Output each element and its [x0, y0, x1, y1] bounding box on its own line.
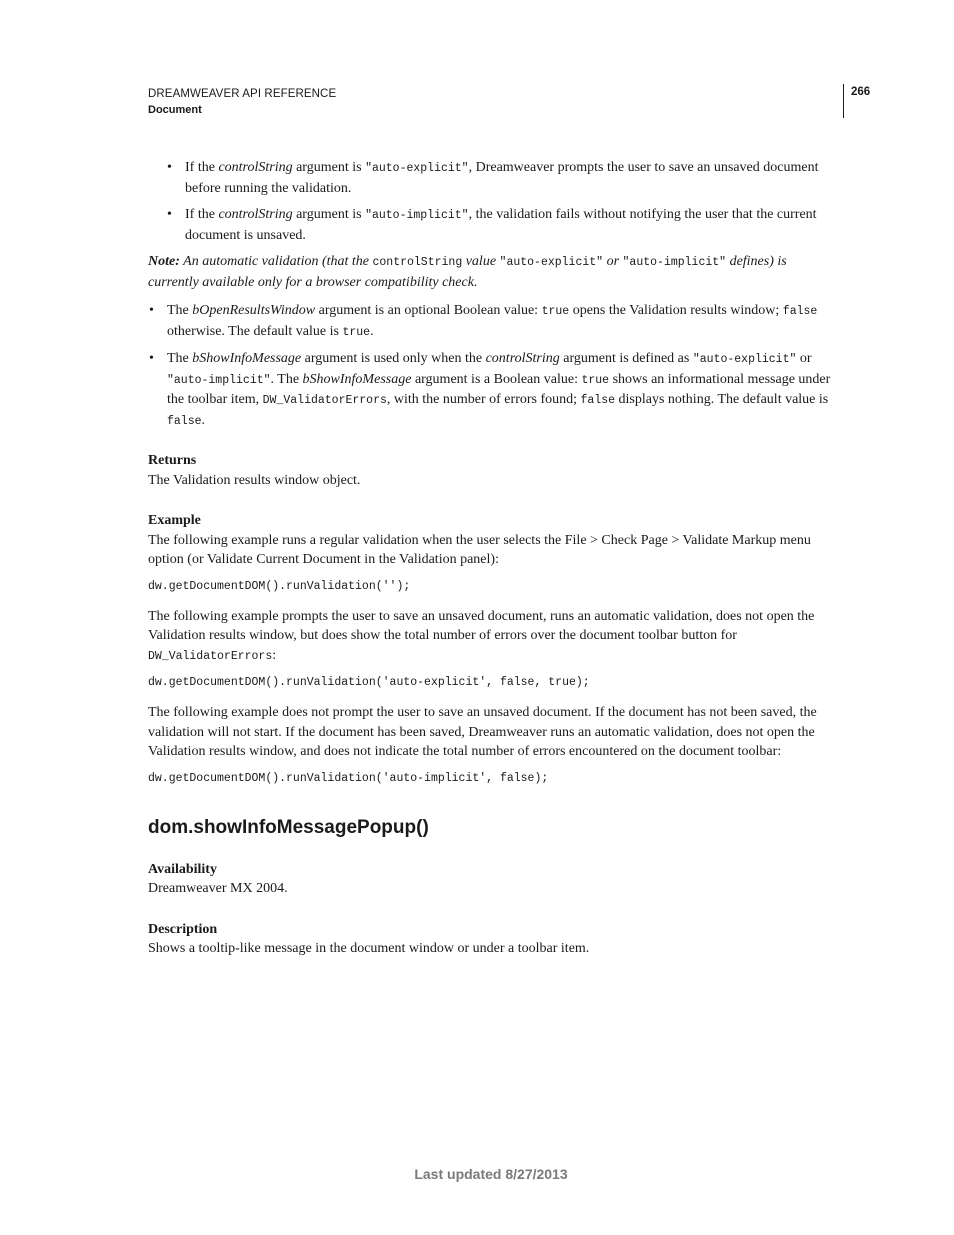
- list-item: • If the controlString argument is "auto-implicit", the validation fails without notifying the user that the current document is unsaved.: [185, 205, 840, 245]
- header-divider: [843, 84, 844, 118]
- code-sample-3: dw.getDocumentDOM().runValidation('auto-implicit', false);: [148, 771, 549, 785]
- code-sample-2: dw.getDocumentDOM().runValidation('auto-explicit', false, true);: [148, 676, 590, 689]
- availability-text: Dreamweaver MX 2004.: [148, 881, 288, 896]
- page-body: [148, 158, 840, 967]
- page-number: 266: [851, 86, 871, 98]
- running-header-title: DREAMWEAVER API REFERENCE: [148, 88, 337, 100]
- returns-heading: Returns: [148, 453, 197, 468]
- availability-heading: Availability: [148, 861, 217, 877]
- example-intro-1: The following example runs a regular validation when the user selects the File > Check Page > Validate Markup menu option (or Validate Current Document in the Validation panel):: [148, 532, 811, 567]
- example-intro-3: The following example does not prompt the user to save an unsaved document. If the document has not been saved, the validation will not start. If the document has been saved, Dreamweaver runs an automatic validation, does not open the Validation results window, and does not indicate the total number of errors encountered on the document toolbar:: [148, 705, 817, 759]
- control-string-bullets: [148, 158, 840, 245]
- example-intro-2: The following example prompts the user to save an unsaved document, runs an automatic validation, does not open the Validation results window, but does show the total number of errors over the document toolbar button for DW_ValidatorErrors:: [148, 608, 815, 663]
- list-item: • The bOpenResultsWindow argument is an optional Boolean value: true opens the Validation results window; false otherwise. The default value is true.: [167, 301, 840, 342]
- list-item: • The bShowInfoMessage argument is used only when the controlString argument is defined as "auto-explicit" or "auto-implicit". The bShowInfoMessage argument is a Boolean value: true shows an informational message under the toolbar item, DW_ValidatorErrors, with the number of errors found; false displays nothing. The default value is false.: [167, 349, 840, 431]
- function-title: dom.showInfoMessagePopup(): [148, 816, 429, 838]
- code-sample-1: dw.getDocumentDOM().runValidation('');: [148, 579, 411, 593]
- returns-text: The Validation results window object.: [148, 472, 361, 488]
- description-heading: Description: [148, 921, 218, 937]
- description-text: Shows a tooltip-like message in the document window or under a toolbar item.: [148, 941, 590, 956]
- last-updated-footer: Last updated 8/27/2013: [414, 1166, 568, 1182]
- running-header-section: Document: [148, 104, 202, 116]
- note-paragraph: Note: An automatic validation (that the controlString value "auto-explicit" or "auto-implicit" defines) is currently available only for a browser compatibility check.: [148, 254, 787, 290]
- note-label: Note:: [148, 254, 180, 269]
- example-heading: Example: [148, 513, 201, 528]
- argument-bullets: [148, 301, 840, 431]
- list-item: • If the controlString argument is "auto-explicit", Dreamweaver prompts the user to save an unsaved document before running the validation.: [185, 158, 840, 198]
